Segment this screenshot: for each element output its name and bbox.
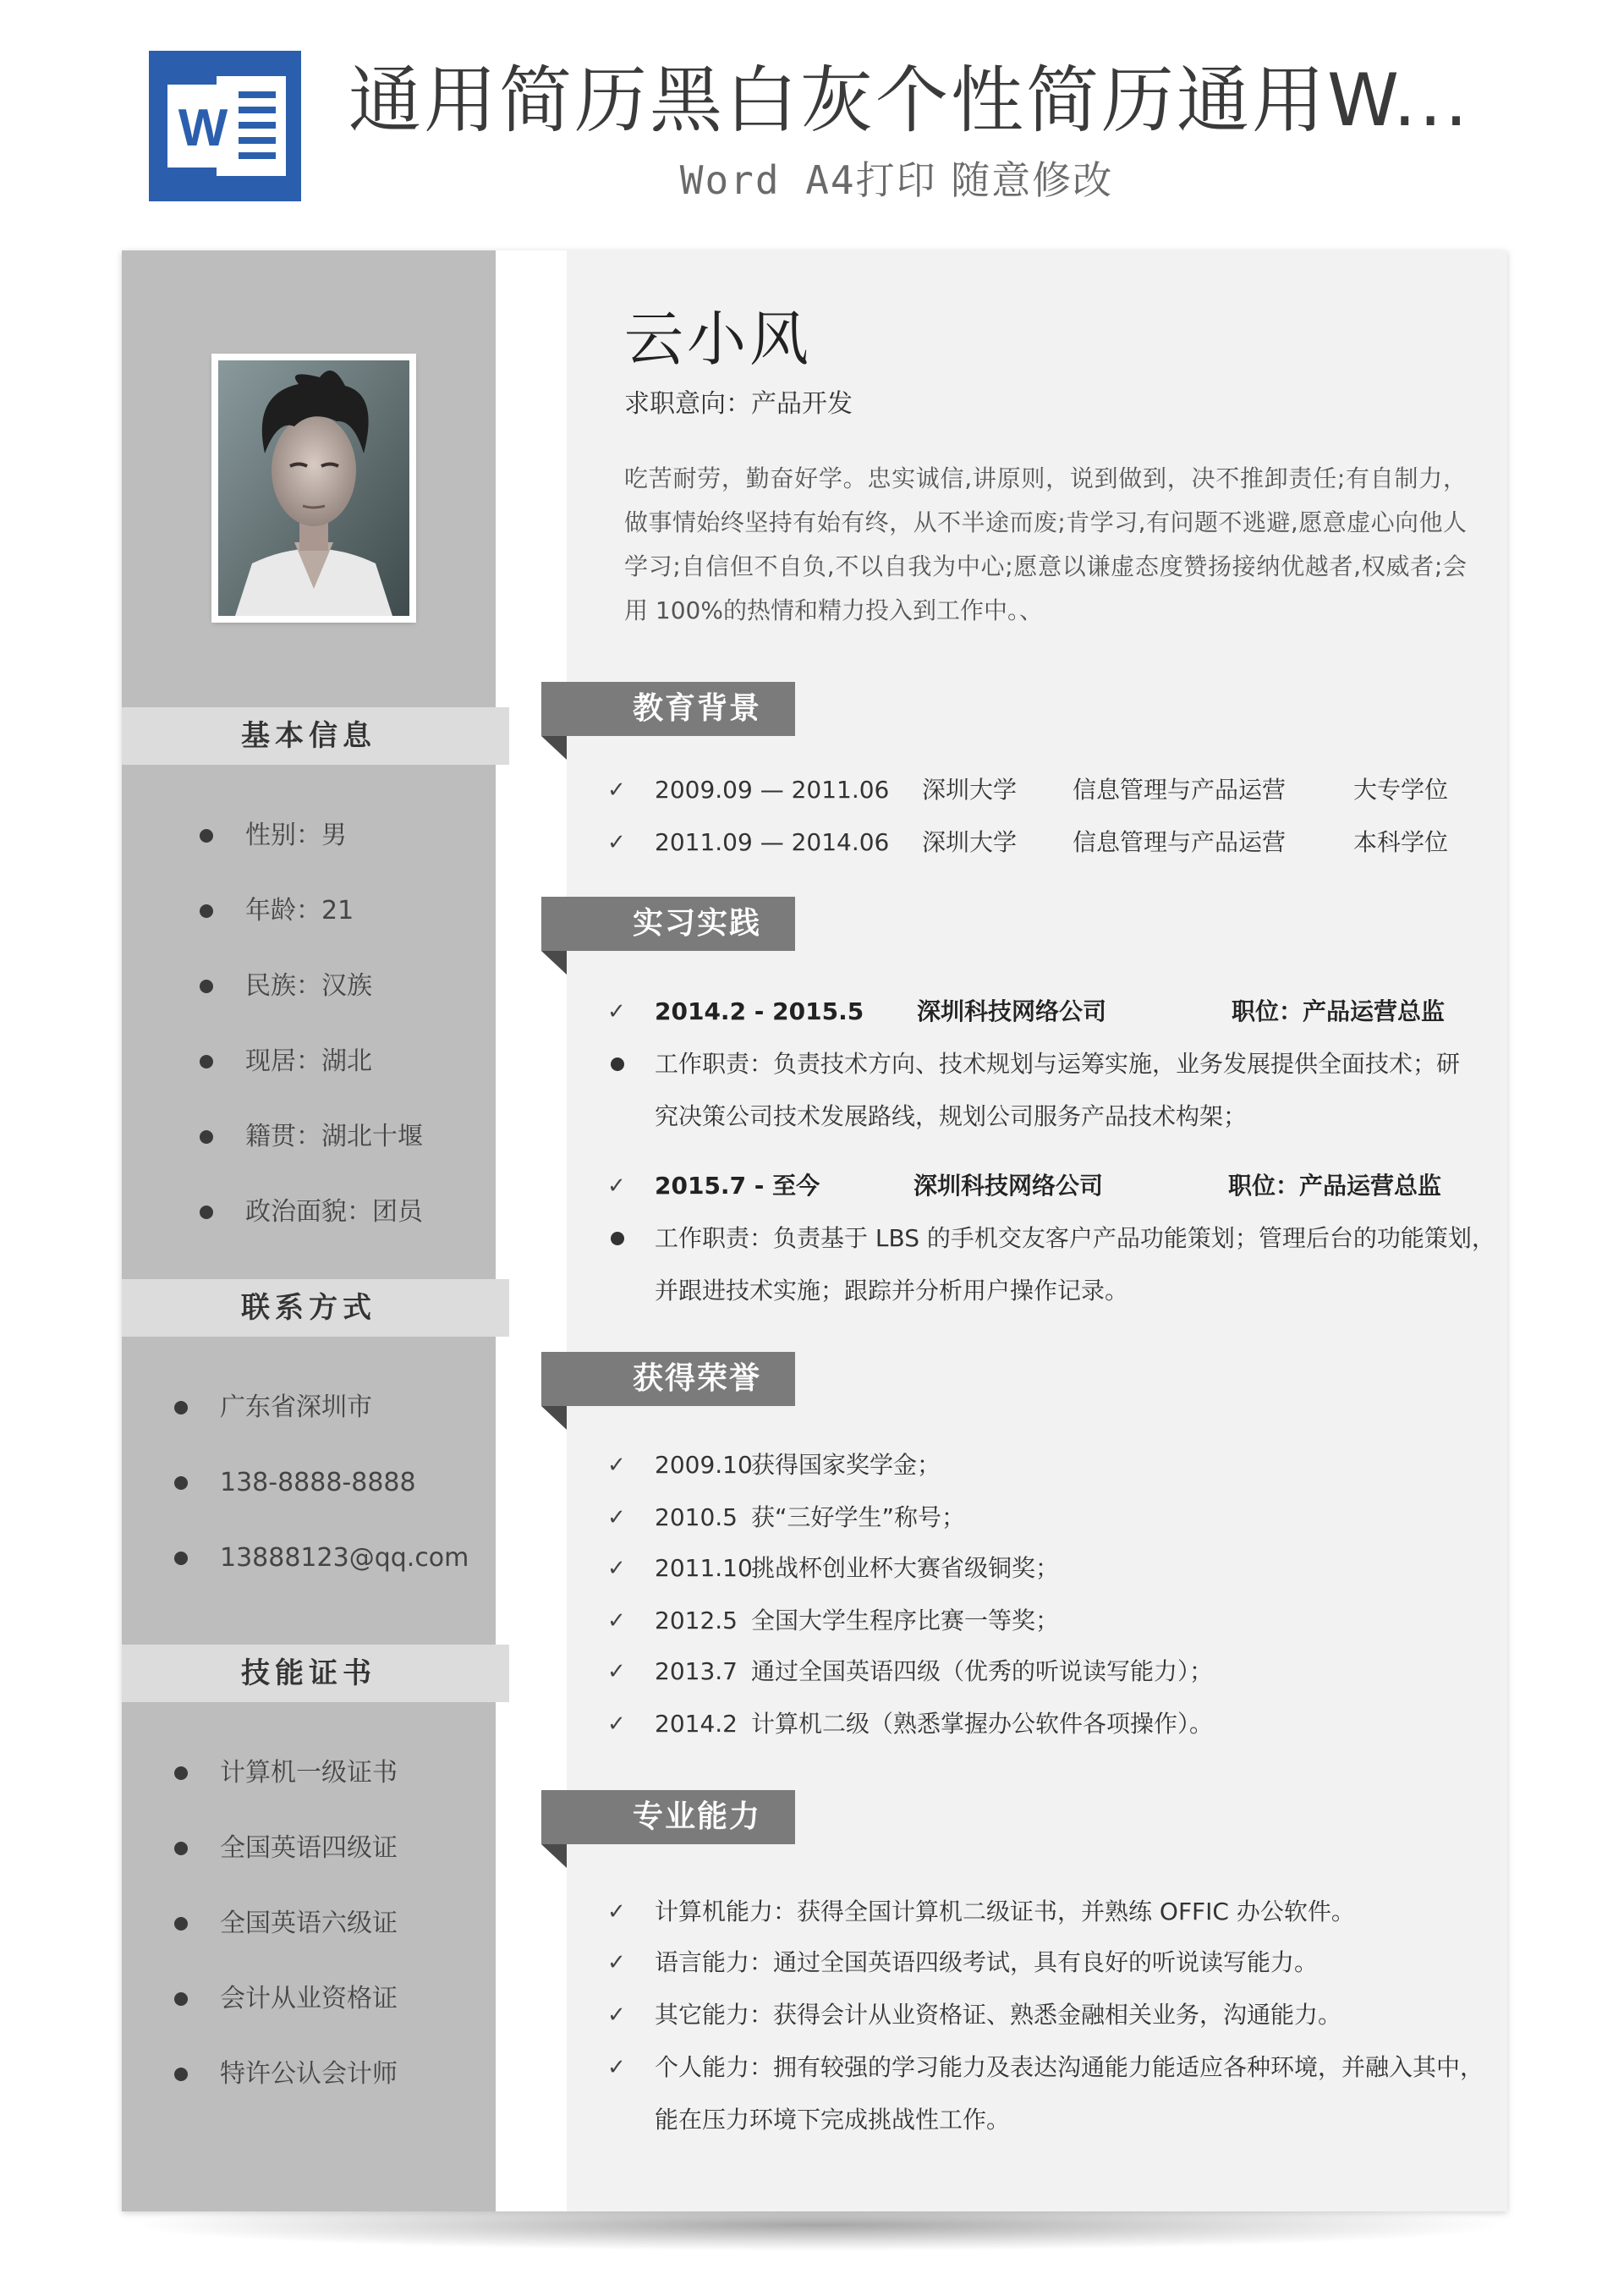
tab-fold-decoration [541, 1844, 567, 1868]
edu-major: 信息管理与产品运营 [1073, 776, 1287, 804]
job-position: 职位：产品运营总监 [1232, 997, 1446, 1025]
section-title-education: 教育背景 [633, 691, 762, 726]
contact-email: 13888123@qq.com [220, 1543, 469, 1573]
section-tab-education [541, 682, 795, 736]
honor-text: 全国大学生程序比赛一等奖； [751, 1607, 1060, 1634]
bullet-dot-icon [611, 1232, 624, 1245]
job-period: 2015.7 - 至今 [655, 1172, 820, 1200]
job-company: 深圳科技网络公司 [917, 997, 1107, 1025]
check-icon: ✓ [607, 1711, 626, 1737]
check-icon: ✓ [607, 1950, 626, 1975]
check-icon: ✓ [607, 999, 626, 1024]
contact-phone: 138-8888-8888 [220, 1468, 416, 1497]
tab-fold-decoration [541, 736, 567, 760]
section-title-internship: 实习实践 [633, 906, 762, 941]
job-duty-line: 究决策公司技术发展路线，规划公司服务产品技术构架； [655, 1102, 1248, 1130]
basic-info-age: 年龄：21 [245, 896, 354, 926]
edu-major: 信息管理与产品运营 [1073, 828, 1287, 856]
check-icon: ✓ [607, 2055, 626, 2080]
edu-degree: 本科学位 [1353, 828, 1449, 856]
bullet-dot-icon [174, 1766, 188, 1780]
honor-date: 2009.10 [655, 1451, 753, 1479]
honor-text: 获“三好学生”称号； [751, 1503, 966, 1531]
banner-subtitle-cn: 打印 随意修改 [855, 157, 1114, 203]
bullet-dot-icon [174, 2068, 188, 2081]
banner-subtitle-en: Word A4 [679, 157, 856, 203]
edu-school: 深圳大学 [922, 828, 1018, 856]
edu-school: 深圳大学 [922, 776, 1018, 804]
edu-degree: 大专学位 [1353, 776, 1449, 804]
check-icon: ✓ [607, 2002, 626, 2028]
check-icon: ✓ [607, 1505, 626, 1530]
basic-info-gender: 性别：男 [245, 821, 347, 850]
bullet-dot-icon [174, 1401, 188, 1414]
ability-text: 计算机能力：获得全国计算机二级证书，并熟练 OFFIC 办公软件。 [655, 1898, 1355, 1925]
banner-title: 通用简历黑白灰个性简历通用W... [348, 58, 1471, 143]
tab-fold-decoration [541, 951, 567, 975]
self-summary: 吃苦耐劳，勤奋好学。忠实诚信,讲原则，说到做到，决不推卸责任;有自制力，做事情始终坚持有始有终，从不半途而废;肯学习,有问题不逃避,愿意虚心向他人学习;自信但不自负,不以自我为中心;愿意以谦虚态度赞扬接纳优越者,权威者;会用 100%的热情和精力投入到工作中。、 [624, 464, 1467, 624]
job-duty-line: 并跟进技术实施；跟踪并分析用户操作记录。 [655, 1277, 1129, 1305]
skill-cert: 特许公认会计师 [220, 2059, 398, 2089]
bullet-dot-icon [174, 1917, 188, 1931]
section-title-honors: 获得荣誉 [633, 1361, 762, 1396]
profile-photo [213, 355, 414, 621]
ability-text: 个人能力：拥有较强的学习能力及表达沟通能力能适应各种环境，并融入其中， [655, 2053, 1484, 2081]
honor-date: 2010.5 [655, 1503, 738, 1531]
sidebar [122, 250, 496, 2211]
section-tab-honors [541, 1352, 795, 1406]
check-icon: ✓ [607, 1608, 626, 1634]
section-tab-internship [541, 897, 795, 951]
bullet-dot-icon [174, 1552, 188, 1565]
basic-info-political-status: 政治面貌：团员 [245, 1197, 423, 1227]
honor-text: 获得国家奖学金； [751, 1451, 941, 1479]
job-position: 职位：产品运营总监 [1228, 1172, 1442, 1200]
check-icon: ✓ [607, 777, 626, 803]
check-icon: ✓ [607, 1899, 626, 1925]
skill-cert: 会计从业资格证 [220, 1984, 398, 2013]
basic-info-residence: 现居：湖北 [245, 1046, 372, 1076]
job-intention: 求职意向：产品开发 [624, 389, 853, 419]
job-period: 2014.2 - 2015.5 [655, 997, 864, 1025]
honor-date: 2011.10 [655, 1554, 753, 1582]
bullet-dot-icon [200, 904, 213, 918]
ability-text: 其它能力：获得会计从业资格证、熟悉金融相关业务，沟通能力。 [655, 2001, 1342, 2029]
bullet-dot-icon [174, 1842, 188, 1855]
section-tab-abilities [541, 1790, 795, 1844]
bullet-dot-icon [174, 1476, 188, 1490]
skill-cert: 全国英语四级证 [220, 1833, 398, 1863]
bullet-dot-icon [200, 1130, 213, 1144]
word-logo-letter: W [178, 99, 228, 157]
ability-text-continued: 能在压力环境下完成挑战性工作。 [655, 2106, 1011, 2134]
skill-cert: 计算机一级证书 [220, 1758, 398, 1788]
section-title-skills: 技能证书 [122, 1645, 509, 1702]
check-icon: ✓ [607, 1453, 626, 1478]
bullet-dot-icon [200, 1055, 213, 1068]
bullet-dot-icon [200, 980, 213, 993]
edu-period: 2011.09 — 2014.06 [655, 828, 890, 856]
candidate-name: 云小风 [624, 305, 812, 374]
bullet-dot-icon [200, 829, 213, 843]
bullet-dot-icon [611, 1057, 624, 1071]
check-icon: ✓ [607, 1659, 626, 1684]
skill-cert: 全国英语六级证 [220, 1909, 398, 1938]
job-company: 深圳科技网络公司 [914, 1172, 1104, 1200]
job-duty-line: 工作职责：负责技术方向、技术规划与运筹实施，业务发展提供全面技术；研 [655, 1050, 1461, 1078]
check-icon: ✓ [607, 830, 626, 855]
honor-date: 2014.2 [655, 1710, 738, 1738]
check-icon: ✓ [607, 1556, 626, 1581]
tab-fold-decoration [541, 1406, 567, 1430]
job-duty-line: 工作职责：负责基于 LBS 的手机交友客户产品功能策划；管理后台的功能策划， [655, 1224, 1495, 1252]
section-title-basic-info: 基本信息 [122, 707, 509, 765]
banner-subtitle [0, 151, 1624, 210]
section-title-abilities: 专业能力 [633, 1799, 762, 1834]
honor-text: 通过全国英语四级（优秀的听说读写能力）； [751, 1657, 1214, 1685]
edu-period: 2009.09 — 2011.06 [655, 776, 890, 804]
ability-text: 语言能力：通过全国英语四级考试，具有良好的听说读写能力。 [655, 1948, 1319, 1976]
bullet-dot-icon [174, 1992, 188, 2006]
bullet-dot-icon [200, 1206, 213, 1219]
honor-text: 挑战杯创业杯大赛省级铜奖； [751, 1554, 1060, 1582]
profile-photo-image [218, 360, 409, 616]
honor-date: 2012.5 [655, 1607, 738, 1634]
basic-info-ethnicity: 民族：汉族 [245, 971, 372, 1001]
section-title-contact: 联系方式 [122, 1279, 509, 1337]
basic-info-hometown: 籍贯：湖北十堰 [245, 1122, 423, 1151]
contact-address: 广东省深圳市 [220, 1392, 372, 1422]
honor-text: 计算机二级（熟悉掌握办公软件各项操作）。 [751, 1710, 1214, 1738]
honor-date: 2013.7 [655, 1657, 738, 1685]
check-icon: ✓ [607, 1173, 626, 1199]
